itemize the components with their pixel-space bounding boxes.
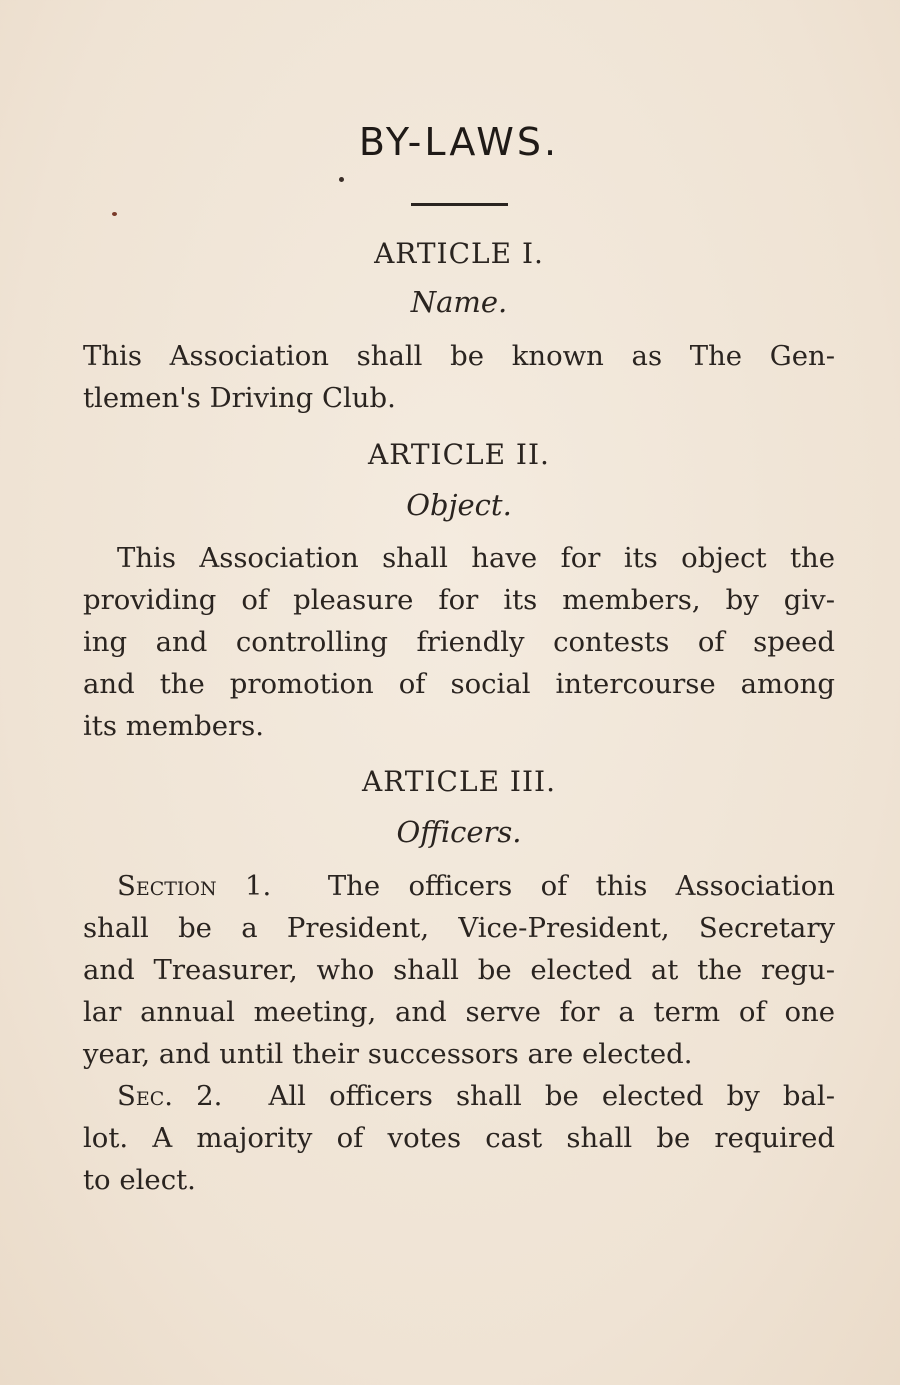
text-line: providing of pleasure for its members, by giv- xyxy=(83,584,835,616)
text-line-content: The officers of this Association xyxy=(327,870,836,902)
section-2-paragraph xyxy=(83,1075,835,1201)
article-1-paragraph xyxy=(83,335,835,419)
section-lead: Section 1. xyxy=(117,870,272,902)
article-1-subheading: Name. xyxy=(410,285,508,319)
article-3-heading: ARTICLE III. xyxy=(362,765,556,798)
page-title: BY-LAWS. xyxy=(358,120,560,164)
text-line: its members. xyxy=(83,710,265,742)
text-line: tlemen's Driving Club. xyxy=(83,382,396,414)
article-1-heading: ARTICLE I. xyxy=(374,237,544,270)
article-2-subheading: Object. xyxy=(406,488,512,522)
ink-speck xyxy=(339,177,344,182)
text-line: and the promotion of social intercourse among xyxy=(83,668,835,700)
section-lead: Sec. 2. xyxy=(117,1080,223,1112)
text-line: year, and until their successors are elected. xyxy=(83,1038,693,1070)
ink-speck xyxy=(112,212,117,216)
text-line: This Association shall be known as The Gen- xyxy=(83,340,835,372)
section-1-paragraph xyxy=(83,865,835,1075)
text-line: to elect. xyxy=(83,1164,196,1196)
article-2-paragraph xyxy=(83,537,835,747)
text-line: lar annual meeting, and serve for a term of one xyxy=(83,996,835,1028)
text-line: and Treasurer, who shall be elected at the regu- xyxy=(83,954,835,986)
text-line xyxy=(83,1075,835,1117)
article-2-heading: ARTICLE II. xyxy=(368,438,550,471)
text-line: lot. A majority of votes cast shall be required xyxy=(83,1122,835,1154)
text-line: shall be a President, Vice-President, Secretary xyxy=(83,912,835,944)
title-rule xyxy=(411,203,508,206)
text-line xyxy=(83,865,835,907)
text-line-content: All officers shall be elected by bal- xyxy=(268,1080,835,1112)
text-line: This Association shall have for its object the xyxy=(117,542,835,574)
text-line: ing and controlling friendly contests of speed xyxy=(83,626,835,658)
article-3-subheading: Officers. xyxy=(396,815,522,849)
